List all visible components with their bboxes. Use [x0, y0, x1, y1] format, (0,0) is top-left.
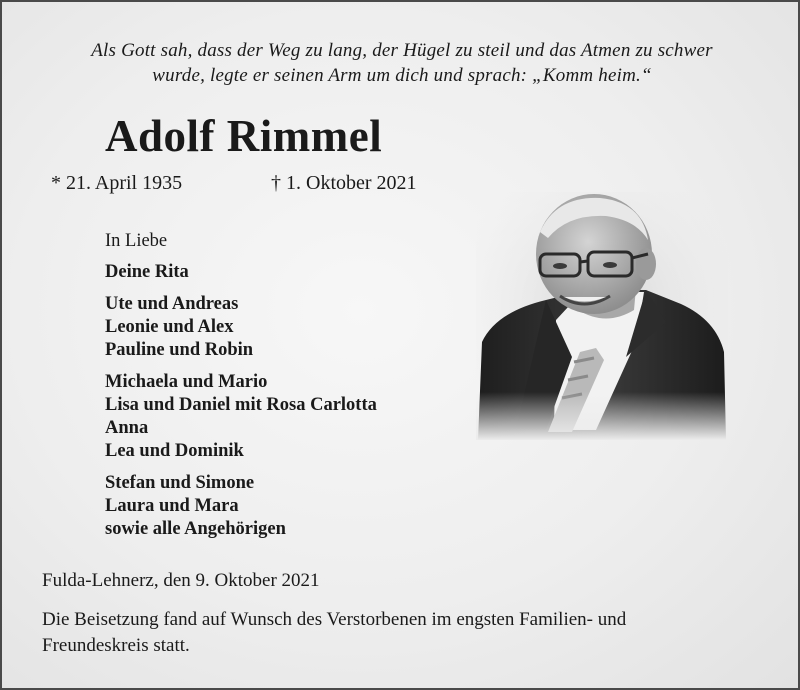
family-member: Lisa und Daniel mit Rosa Carlotta — [105, 395, 377, 415]
family-member: Michaela und Mario — [105, 372, 268, 392]
death-date: † 1. Oktober 2021 — [271, 172, 417, 194]
family-group — [105, 293, 465, 362]
family-group — [105, 472, 465, 541]
family-member: Lea und Dominik — [105, 441, 244, 461]
family-group — [105, 261, 465, 284]
family-member: Stefan und Simone — [105, 473, 255, 493]
family-member: Anna — [105, 418, 149, 438]
family-member: Laura und Mara — [105, 496, 239, 516]
family-group — [105, 371, 465, 463]
family-member: Ute und Andreas — [105, 294, 239, 314]
burial-note-line-2: Freundeskreis statt. — [42, 635, 190, 656]
quote-line-2: wurde, legte er seinen Arm um dich und sprach: „Komm heim.“ — [152, 65, 652, 86]
family-list — [105, 230, 465, 550]
portrait-photo — [476, 192, 728, 440]
birth-date: * 21. April 1935 — [51, 172, 183, 194]
deceased-name: Adolf Rimmel — [105, 111, 383, 161]
family-member: Leonie und Alex — [105, 317, 234, 337]
family-intro: In Liebe — [105, 231, 168, 251]
family-member: Deine Rita — [105, 262, 189, 282]
place-and-date: Fulda-Lehnerz, den 9. Oktober 2021 — [42, 570, 320, 591]
burial-note-line-1: Die Beisetzung fand auf Wunsch des Verstorbenen im engsten Familien- und — [42, 609, 627, 630]
family-member: Pauline und Robin — [105, 340, 254, 360]
burial-note — [42, 607, 742, 659]
family-member: sowie alle Angehörigen — [105, 519, 286, 539]
quote-line-1: Als Gott sah, dass der Weg zu lang, der Hügel zu steil und das Atmen zu schwer — [91, 40, 713, 61]
memorial-quote — [22, 38, 782, 88]
